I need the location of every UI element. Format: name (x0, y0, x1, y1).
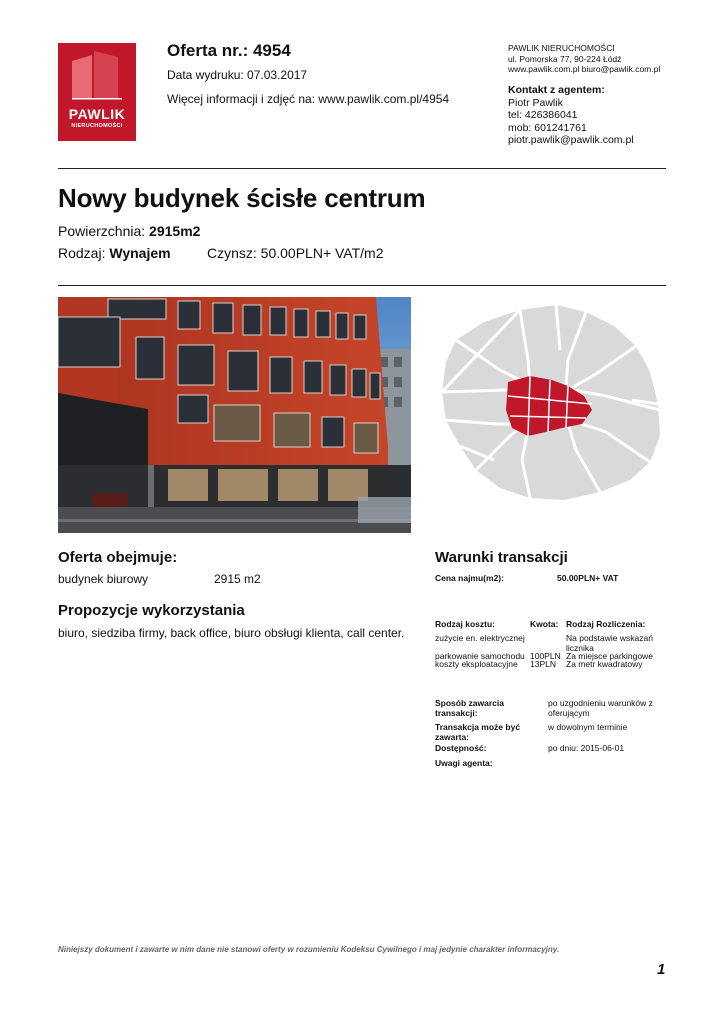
agency-web[interactable]: www.pawlik.com.pl biuro@pawlik.com.pl (508, 64, 661, 74)
agent-name: Piotr Pawlik (508, 96, 563, 109)
cost-row-3-settlement: Za metr kwadratowy (566, 659, 643, 669)
offer-rent: Czynsz: 50.00PLN+ VAT/m2 (207, 245, 384, 261)
when-value: w dowolnym terminie (548, 722, 628, 732)
cost-row-2-settlement: Za miejsce parkingowe (566, 651, 653, 661)
agency-name: PAWLIK NIERUCHOMOŚCI (508, 43, 615, 53)
cost-header-settlement: Rodzaj Rozliczenia: (566, 619, 646, 629)
print-date: Data wydruku: 07.03.2017 (167, 68, 308, 82)
offer-kind: Rodzaj: Wynajem (58, 245, 171, 261)
agency-info (508, 43, 660, 75)
cost-row-2-type: parkowanie samochodu (435, 651, 525, 661)
cost-header-type: Rodzaj kosztu: (435, 619, 495, 629)
building-photo (58, 297, 411, 533)
disclaimer: Niniejszy dokument i zawarte w nim dane nie stanowi oferty w rozumieniu Kodeksu Cywilnego i maj jedynie charakter informacyjny. (58, 945, 560, 954)
logo-building-icon (58, 43, 136, 103)
agent-mob: mob: 601241761 (508, 121, 587, 134)
page-number: 1 (657, 961, 666, 978)
offer-number: Oferta nr.: 4954 (167, 41, 291, 60)
availability-label: Dostępność: (435, 743, 487, 753)
proposals-heading: Propozycje wykorzystania (58, 602, 245, 619)
notes-label: Uwagi agenta: (435, 758, 493, 768)
offer-area: Powierzchnia: 2915m2 (58, 223, 201, 239)
availability-value: po dniu: 2015-06-01 (548, 743, 625, 753)
logo-subtitle: NIERUCHOMOŚCI (71, 123, 123, 129)
conclusion-label: Sposób zawarcia transakcji: (435, 698, 504, 718)
divider-top (58, 168, 666, 169)
when-label: Transakcja może być zawarta: (435, 722, 521, 742)
includes-heading: Oferta obejmuje: (58, 549, 178, 566)
cost-row-2-amount: 100PLN (530, 651, 561, 661)
proposals-text: biuro, siedziba firmy, back office, biuro obsługi klienta, call center. (58, 626, 405, 640)
contact-heading: Kontakt z agentem: (508, 84, 605, 96)
location-map (436, 300, 666, 502)
conclusion-value: po uzgodnieniu warunków z oferującym (548, 698, 653, 718)
cost-row-3-type: koszty eksploatacyjne (435, 659, 518, 669)
agent-contact (508, 84, 634, 147)
includes-value: 2915 m2 (214, 572, 261, 586)
agent-tel: tel: 426386041 (508, 109, 578, 121)
cost-row-3-amount: 13PLN (530, 659, 556, 669)
price-value: 50.00PLN+ VAT (557, 573, 619, 583)
price-label: Cena najmu(m2): (435, 573, 504, 583)
company-logo (58, 43, 136, 141)
more-info-link[interactable]: Więcej informacji i zdjęć na: www.pawlik.com.pl/4954 (167, 92, 450, 106)
offer-title: Nowy budynek ścisłe centrum (58, 183, 426, 213)
terms-heading: Warunki transakcji (435, 549, 568, 566)
agency-address: ul. Pomorska 77, 90-224 Łódź (508, 53, 622, 64)
divider-middle (58, 285, 666, 286)
logo-name: PAWLIK (68, 106, 126, 122)
agent-email[interactable]: piotr.pawlik@pawlik.com.pl (508, 134, 634, 146)
cost-header-amount: Kwota: (530, 619, 559, 629)
includes-item: budynek biurowy (58, 572, 149, 586)
cost-row-1-settlement: Na podstawie wskazań licznika (566, 633, 653, 653)
cost-row-1-type: zużycie en. elektrycznej (435, 633, 525, 643)
